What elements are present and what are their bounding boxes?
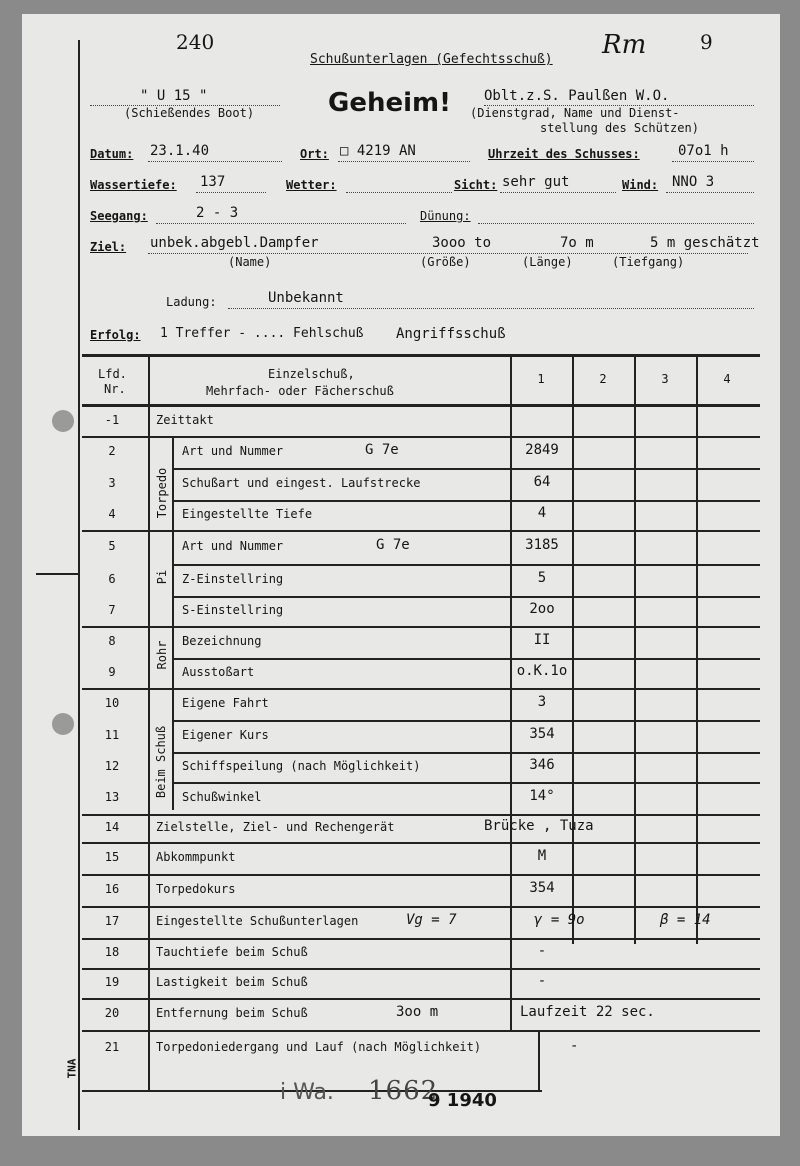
row-divider	[172, 468, 760, 470]
wind-dots	[666, 191, 754, 193]
row-number: 15	[104, 850, 120, 864]
group-label-rohr: Rohr	[155, 640, 169, 670]
row-label: Tauchtiefe beim Schuß	[156, 945, 308, 959]
seegang-value: 2 - 3	[196, 205, 239, 221]
shooter-label-1: (Dienstgrad, Name und Dienst-	[470, 106, 680, 120]
shooter-label-2: stellung des Schützen)	[540, 121, 699, 135]
group-label-beim-schuss: Beim Schuß	[154, 725, 168, 799]
punch-hole-top	[52, 410, 74, 432]
group-col-line	[172, 436, 174, 810]
row-label: Lastigkeit beim Schuß	[156, 975, 308, 989]
row-value: 64	[533, 474, 551, 490]
row-label: Eigener Kurs	[182, 728, 269, 742]
row-value: 3185	[525, 537, 559, 553]
col-line-2	[572, 354, 574, 944]
row21-col-line	[538, 1030, 540, 1090]
row-divider	[172, 658, 760, 660]
row-label: Schußwinkel	[182, 790, 262, 804]
row-divider	[172, 752, 760, 754]
row-label: Eingestellte Schußunterlagen	[156, 914, 359, 928]
col-desc-header-2: Mehrfach- oder Fächerschuß	[206, 384, 394, 398]
row-divider	[82, 968, 760, 970]
row-number: 17	[104, 914, 120, 928]
row-number: 16	[104, 882, 120, 896]
row-number: 18	[104, 945, 120, 959]
row-divider	[172, 782, 760, 784]
row-number: 6	[108, 572, 116, 586]
group-label-torpedo: Torpedo	[155, 467, 169, 519]
row-divider	[172, 564, 760, 566]
datum-dots	[148, 160, 282, 162]
row-number: 4	[108, 507, 116, 521]
datum-label: Datum:	[90, 147, 134, 161]
row-label: Zeittakt	[156, 413, 214, 427]
row-label: Abkommpunkt	[156, 850, 236, 864]
row20-laufzeit: Laufzeit 22 sec.	[520, 1004, 655, 1020]
wetter-label: Wetter:	[286, 178, 337, 192]
ladung-dots	[228, 307, 754, 309]
receipt-stamp-year: 9 1940	[428, 1090, 497, 1111]
left-margin-line	[78, 40, 80, 1130]
row-label: Art und Nummer	[182, 444, 284, 458]
row-extra: Brücke , Tuza	[484, 818, 594, 834]
row-value: -	[537, 973, 547, 989]
col-4-header: 4	[723, 372, 731, 386]
row-value: 5	[537, 570, 547, 586]
row-number: 2	[108, 444, 116, 458]
ziel-value: unbek.abgebl.Dampfer	[150, 235, 319, 251]
row-number: 19	[104, 975, 120, 989]
uhrzeit-value: 07o1 h	[678, 143, 729, 159]
ziel-length-label: (Länge)	[522, 255, 573, 269]
row-number: 14	[104, 820, 120, 834]
receipt-stamp-number: 1662	[368, 1076, 439, 1106]
duenung-label: Dünung:	[420, 209, 471, 223]
wassertiefe-dots	[196, 191, 266, 193]
form-title: Schußunterlagen (Gefechtsschuß)	[310, 52, 553, 67]
row-number: -1	[104, 413, 120, 427]
row-number: 7	[108, 603, 116, 617]
row-divider	[82, 938, 760, 940]
sicht-dots	[500, 191, 616, 193]
col-desc-header-1: Einzelschuß,	[268, 367, 355, 381]
ort-dots	[338, 160, 470, 162]
row-extra: G 7e	[365, 442, 399, 458]
duenung-dots	[478, 222, 754, 224]
signature: Rm	[602, 30, 647, 60]
row-value: -	[537, 943, 547, 959]
row-value: 2oo	[529, 601, 555, 617]
sicht-value: sehr gut	[502, 174, 570, 190]
erfolg-text: 1 Treffer - .... Fehlschuß	[160, 326, 364, 341]
row-divider	[82, 688, 760, 690]
ladung-value: Unbekannt	[268, 290, 344, 306]
row17-vg: Vg = 7	[406, 912, 457, 928]
receipt-stamp-text: i Wa.	[280, 1080, 334, 1105]
row-value: 2849	[525, 442, 559, 458]
row-value: 354	[529, 880, 555, 896]
ziel-depth-label: (Tiefgang)	[612, 255, 685, 269]
row17-gamma: γ = 9o	[534, 912, 585, 928]
seegang-dots	[156, 222, 406, 224]
row-number: 20	[104, 1006, 120, 1020]
margin-note: TNA	[65, 1058, 79, 1079]
row-divider	[82, 530, 760, 532]
row-extra: 3oo m	[396, 1004, 439, 1020]
table-top	[82, 354, 760, 357]
uhrzeit-label: Uhrzeit des Schusses:	[488, 147, 640, 161]
row-extra: G 7e	[376, 537, 410, 553]
ziel-length: 7o m	[560, 235, 594, 251]
row-number: 9	[108, 665, 116, 679]
punch-hole-bottom	[52, 713, 74, 735]
page-number: 240	[176, 30, 215, 54]
col-1-header: 1	[537, 372, 545, 386]
col-line-lfd	[148, 354, 150, 1090]
row-value: 14°	[529, 788, 555, 804]
col-2-header: 2	[599, 372, 607, 386]
row-divider	[82, 998, 760, 1000]
wassertiefe-value: 137	[200, 174, 226, 190]
row-divider	[172, 720, 760, 722]
sheet-number: 9	[700, 30, 713, 54]
erfolg-label: Erfolg:	[90, 328, 141, 342]
ort-value: □ 4219 AN	[340, 143, 416, 159]
boat-label: (Schießendes Boot)	[124, 106, 255, 120]
datum-value: 23.1.40	[150, 143, 210, 159]
ziel-size-label: (Größe)	[420, 255, 471, 269]
row-number: 13	[104, 790, 120, 804]
col-lfd-header: Lfd.	[98, 367, 127, 381]
row-label: Torpedoniedergang und Lauf (nach Möglichkeit)	[156, 1040, 482, 1054]
row-divider	[172, 500, 760, 502]
seegang-label: Seegang:	[90, 209, 148, 223]
row17-beta: β = 14	[660, 912, 711, 928]
ladung-label: Ladung:	[166, 295, 217, 309]
row-divider	[82, 842, 760, 844]
row-value: 354	[529, 726, 555, 742]
row-label: S-Einstellring	[182, 603, 284, 617]
row-label: Schiffspeilung (nach Möglichkeit)	[182, 759, 421, 773]
row-number: 3	[108, 476, 116, 490]
ziel-dots	[148, 252, 748, 254]
col-line-3	[634, 354, 636, 944]
row-divider	[82, 906, 760, 908]
col-line-4	[696, 354, 698, 944]
row-label: Bezeichnung	[182, 634, 262, 648]
ziel-size: 3ooo to	[432, 235, 492, 251]
secret-stamp: Geheim!	[328, 88, 451, 118]
uhrzeit-dots	[672, 160, 754, 162]
col-nr-header: Nr.	[104, 382, 126, 396]
row-label: Torpedokurs	[156, 882, 236, 896]
shooter-value: Oblt.z.S. Paulßen W.O.	[484, 88, 670, 104]
row-divider	[82, 814, 760, 816]
ziel-depth: 5 m geschätzt	[650, 235, 760, 251]
ort-label: Ort:	[300, 147, 329, 161]
margin-mark	[36, 573, 78, 575]
wetter-dots	[346, 191, 452, 193]
col-3-header: 3	[661, 372, 669, 386]
row-divider	[82, 1030, 760, 1032]
row-number: 8	[108, 634, 116, 648]
row-label: Schußart und eingest. Laufstrecke	[182, 476, 421, 490]
row-divider	[82, 874, 760, 876]
row-number: 21	[104, 1040, 120, 1054]
row-value: 4	[537, 505, 547, 521]
row-label: Zielstelle, Ziel- und Rechengerät	[156, 820, 395, 834]
boat-value: " U 15 "	[140, 88, 208, 104]
row-divider	[82, 626, 760, 628]
sicht-label: Sicht:	[454, 178, 498, 192]
table-header-bottom	[82, 404, 760, 407]
row-value: o.K.1o	[516, 663, 568, 679]
row-label: Ausstoßart	[182, 665, 255, 679]
row-divider	[82, 436, 760, 438]
group-label-pi: Pi	[155, 569, 169, 585]
row-divider	[172, 596, 760, 598]
row-label: Eigene Fahrt	[182, 696, 269, 710]
row-number: 10	[104, 696, 120, 710]
row-value: II	[533, 632, 551, 648]
row-label: Entfernung beim Schuß	[156, 1006, 308, 1020]
row-number: 11	[104, 728, 120, 742]
row-number: 5	[108, 539, 116, 553]
ziel-name-label: (Name)	[228, 255, 272, 269]
row-value: 3	[537, 694, 547, 710]
row-value: M	[537, 848, 547, 864]
row-label: Eingestellte Tiefe	[182, 507, 313, 521]
wind-value: NNO 3	[672, 174, 715, 190]
wind-label: Wind:	[622, 178, 659, 192]
row-value: -	[570, 1038, 579, 1054]
wassertiefe-label: Wassertiefe:	[90, 178, 177, 192]
row-number: 12	[104, 759, 120, 773]
row-label: Art und Nummer	[182, 539, 284, 553]
row-value: 346	[529, 757, 555, 773]
row-label: Z-Einstellring	[182, 572, 284, 586]
ziel-label: Ziel:	[90, 240, 127, 254]
erfolg-type: Angriffsschuß	[396, 326, 506, 342]
